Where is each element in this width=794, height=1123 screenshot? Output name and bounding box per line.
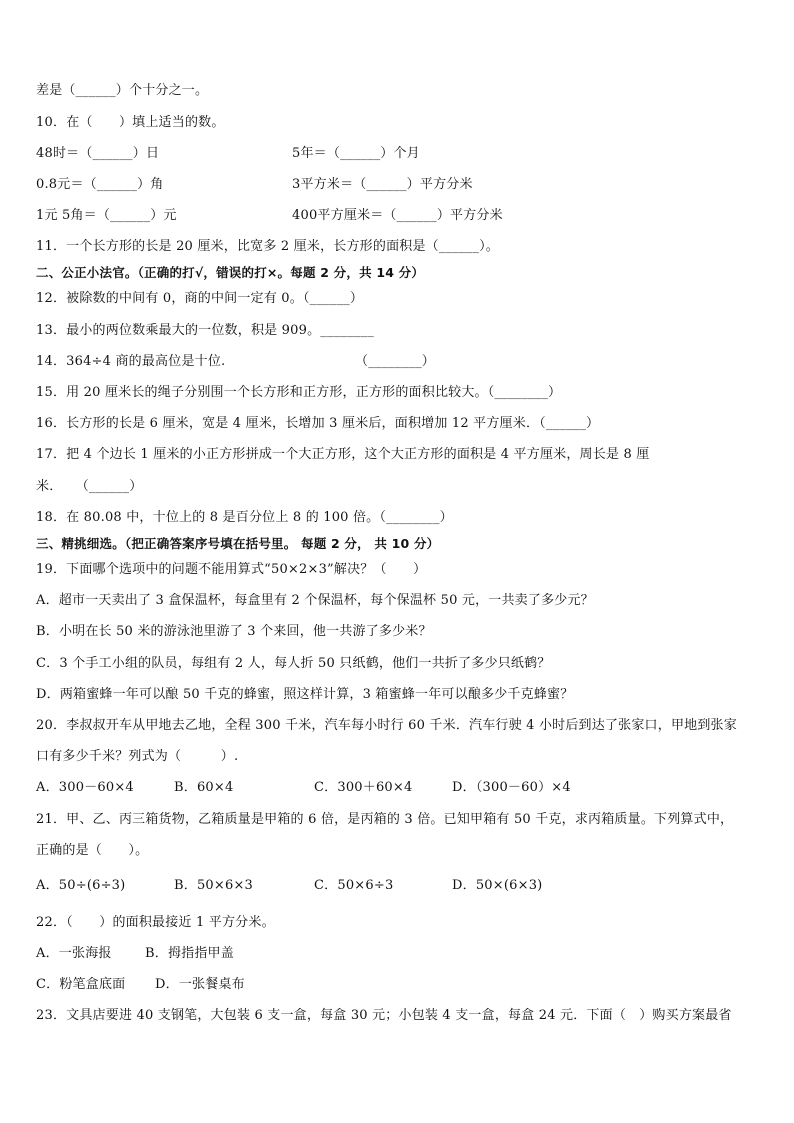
question-19: 19．下面哪个选项中的问题不能用算式“50×2×3”解决？（ ） bbox=[36, 562, 427, 577]
question-18: 18．在 80.08 中，十位上的 8 是百分位上 8 的 100 倍。（________） bbox=[36, 510, 453, 525]
option-a: A．50÷(6÷3) bbox=[36, 878, 126, 893]
q10-item: 3平方米＝（______）平方分米 bbox=[292, 177, 473, 192]
question-15: 15．用 20 厘米长的绳子分别围一个长方形和正方形，正方形的面积比较大。（________） bbox=[36, 385, 562, 400]
section-heading: 三、精挑细选。（把正确答案序号填在括号里。 每题 2 分， 共 10 分） bbox=[36, 536, 440, 551]
option-b: B．小明在长 50 米的游泳池里游了 3 个来回，他一共游了多少米？ bbox=[36, 624, 432, 639]
option-c: C．300＋60×4 bbox=[314, 780, 413, 795]
option-c: C．粉笔盒底面 bbox=[36, 977, 126, 992]
option-d: D．两箱蜜蜂一年可以酿 50 千克的蜂蜜，照这样计算，3 箱蜜蜂一年可以酿多少千克蜂蜜？ bbox=[36, 687, 574, 702]
question-21: 21．甲、乙、丙三箱货物，乙箱质量是甲箱的 6 倍，是丙箱的 3 倍。已知甲箱有 50 千克，求丙箱质量。下列算式中， bbox=[36, 812, 734, 827]
question-14: 14．364÷4 商的最高位是十位. bbox=[36, 354, 226, 369]
question-17: 17．把 4 个边长 1 厘米的小正方形拼成一个大正方形，这个大正方形的面积是 4 平方厘米，周长是 8 厘 bbox=[36, 447, 650, 462]
q10-item: 0.8元＝（______）角 bbox=[36, 177, 164, 192]
option-c: C．3 个手工小组的队员，每组有 2 人，每人折 50 只纸鹤，他们一共折了多少只纸鹤？ bbox=[36, 656, 551, 671]
option-b: B．50×6×3 bbox=[174, 878, 254, 893]
question-23: 23．文具店要进 40 支钢笔，大包装 6 支一盒，每盒 30 元；小包装 4 支一盒，每盒 24 元．下面（ ）购买方案最省 bbox=[36, 1008, 732, 1023]
q10-item: 1元 5角＝（______）元 bbox=[36, 208, 177, 223]
q10-item: 400平方厘米＝（______）平方分米 bbox=[292, 208, 503, 223]
text-line: 差是（______）个十分之一。 bbox=[36, 83, 209, 98]
option-a: A．一张海报 bbox=[36, 946, 112, 961]
q10-item: 5年＝（______）个月 bbox=[292, 146, 420, 161]
question-12: 12．被除数的中间有 0，商的中间一定有 0。（______） bbox=[36, 291, 364, 306]
question-20-continued: 口有多少千米？列式为（ ）. bbox=[36, 749, 239, 764]
option-d: D．一张餐桌布 bbox=[155, 977, 245, 992]
question-20: 20．李叔叔开车从甲地去乙地，全程 300 千米，汽车每小时行 60 千米．汽车行驶 4 小时后到达了张家口，甲地到张家 bbox=[36, 718, 737, 733]
option-a: A．超市一天卖出了 3 盒保温杯，每盒里有 2 个保温杯，每个保温杯 50 元，一共卖了多少元？ bbox=[36, 593, 594, 608]
option-b: B．拇指指甲盖 bbox=[145, 946, 234, 961]
question-11: 11．一个长方形的长是 20 厘米，比宽多 2 厘米，长方形的面积是（______）。 bbox=[36, 239, 499, 254]
section-heading: 二、公正小法官。（正确的打√，错误的打×。每题 2 分，共 14 分） bbox=[36, 265, 425, 280]
question-16: 16．长方形的长是 6 厘米，宽是 4 厘米，长增加 3 厘米后，面积增加 12 平方厘米．（______） bbox=[36, 416, 600, 431]
option-c: C．50×6÷3 bbox=[314, 878, 394, 893]
option-a: A．300－60×4 bbox=[36, 780, 134, 795]
question-21-continued: 正确的是（ ）。 bbox=[36, 843, 149, 858]
option-d: D．50×(6×3) bbox=[452, 878, 543, 893]
option-b: B．60×4 bbox=[174, 780, 234, 795]
question-10: 10．在（ ）填上适当的数。 bbox=[36, 115, 225, 130]
question-22: 22．（ ）的面积最接近 1 平方分米。 bbox=[36, 915, 275, 930]
question-17-continued: 米． （______） bbox=[36, 479, 143, 494]
answer-blank: （________） bbox=[355, 354, 435, 369]
q10-item: 48时＝（______）日 bbox=[36, 146, 160, 161]
option-d: D．（300－60）×4 bbox=[452, 780, 571, 795]
question-13: 13．最小的两位数乘最大的一位数，积是 909。________ bbox=[36, 323, 374, 338]
